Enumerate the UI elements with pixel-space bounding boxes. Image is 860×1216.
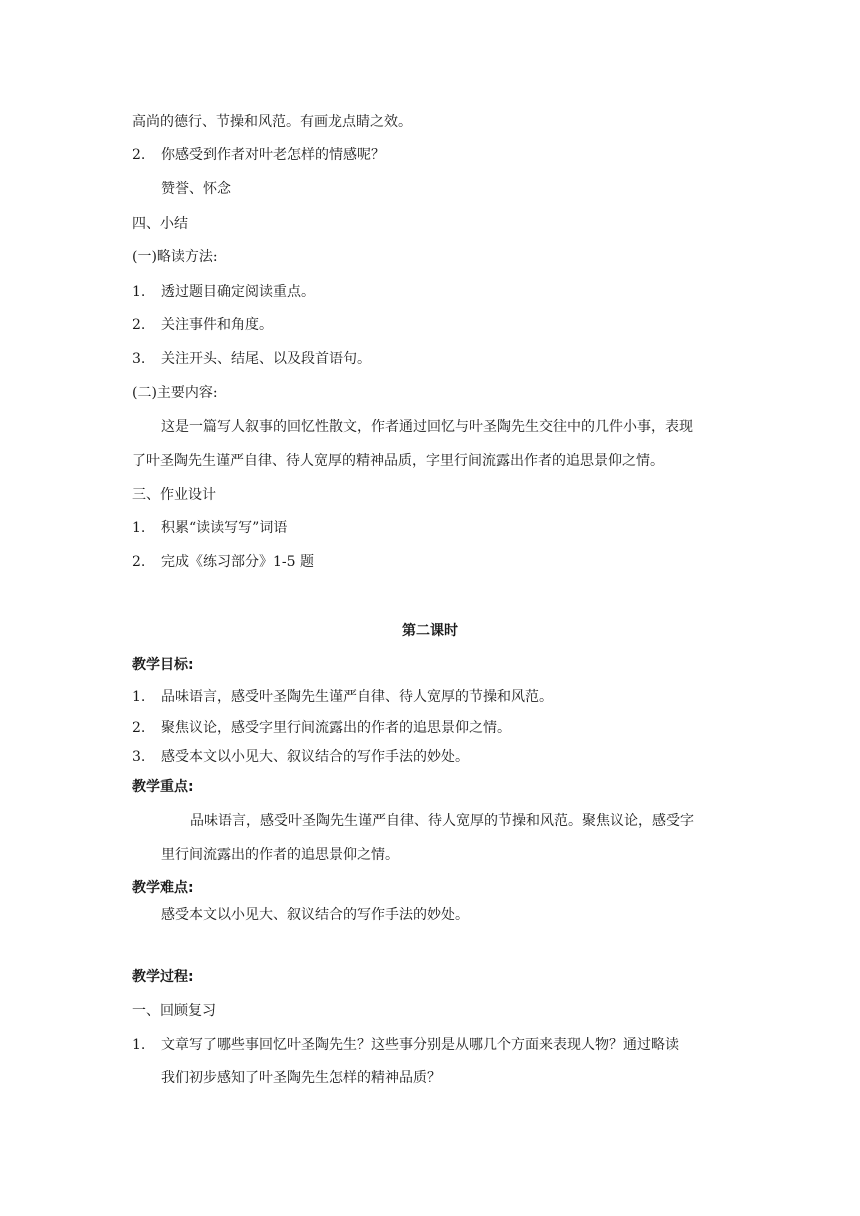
section-review: 一、回顾复习 (132, 1003, 216, 1019)
list-item: 3. 关注开头、结尾、以及段首语句。 (132, 351, 371, 367)
goals-heading: 教学目标: (132, 657, 194, 673)
list-number: 2. (132, 147, 146, 163)
process-heading: 教学过程: (132, 969, 194, 985)
section-homework: 三、作业设计 (132, 487, 216, 503)
section-summary: 四、小结 (132, 216, 188, 232)
paragraph-line: 了叶圣陶先生谨严自律、待人宽厚的精神品质，字里行间流露出作者的追思景仰之情。 (132, 453, 664, 469)
list-item: 2. 完成《练习部分》1-5 题 (132, 554, 314, 570)
paragraph-line: 这是一篇写人叙事的回忆性散文，作者通过回忆与叶圣陶先生交往中的几件小事，表现 (161, 419, 693, 435)
question-2 (132, 145, 385, 165)
paragraph-line: 品味语言，感受叶圣陶先生谨严自律、待人宽厚的节操和风范。聚焦议论，感受字 (190, 813, 694, 829)
list-item: 2. 关注事件和角度。 (132, 317, 273, 333)
paragraph-line: 里行间流露出的作者的追思景仰之情。 (161, 847, 399, 863)
subsection-main-content: (二)主要内容: (132, 385, 218, 401)
list-text: 你感受到作者对叶老怎样的情感呢？ (161, 147, 385, 163)
lesson-title: 第二课时 (402, 623, 458, 639)
paragraph-line: 我们初步感知了叶圣陶先生怎样的精神品质？ (161, 1070, 441, 1086)
paragraph-line: 感受本文以小见大、叙议结合的写作手法的妙处。 (161, 907, 469, 923)
list-item: 3. 感受本文以小见大、叙议结合的写作手法的妙处。 (132, 749, 469, 765)
difficulty-heading: 教学难点: (132, 880, 194, 896)
list-item: 1. 品味语言，感受叶圣陶先生谨严自律、待人宽厚的节操和风范。 (132, 689, 553, 705)
subsection-reading-method: (一)略读方法: (132, 249, 218, 265)
list-item: 2. 聚焦议论，感受字里行间流露出的作者的追思景仰之情。 (132, 720, 511, 736)
question-2-answer: 赞誉、怀念 (161, 181, 231, 197)
list-item: 1. 积累“读读写写”词语 (132, 520, 288, 536)
list-item: 1. 文章写了哪些事回忆叶圣陶先生？这些事分别是从哪几个方面来表现人物？通过略读 (132, 1037, 679, 1053)
continuation-line: 高尚的德行、节操和风范。有画龙点睛之效。 (132, 114, 412, 130)
list-item: 1. 透过题目确定阅读重点。 (132, 284, 315, 300)
key-points-heading: 教学重点: (132, 779, 194, 795)
